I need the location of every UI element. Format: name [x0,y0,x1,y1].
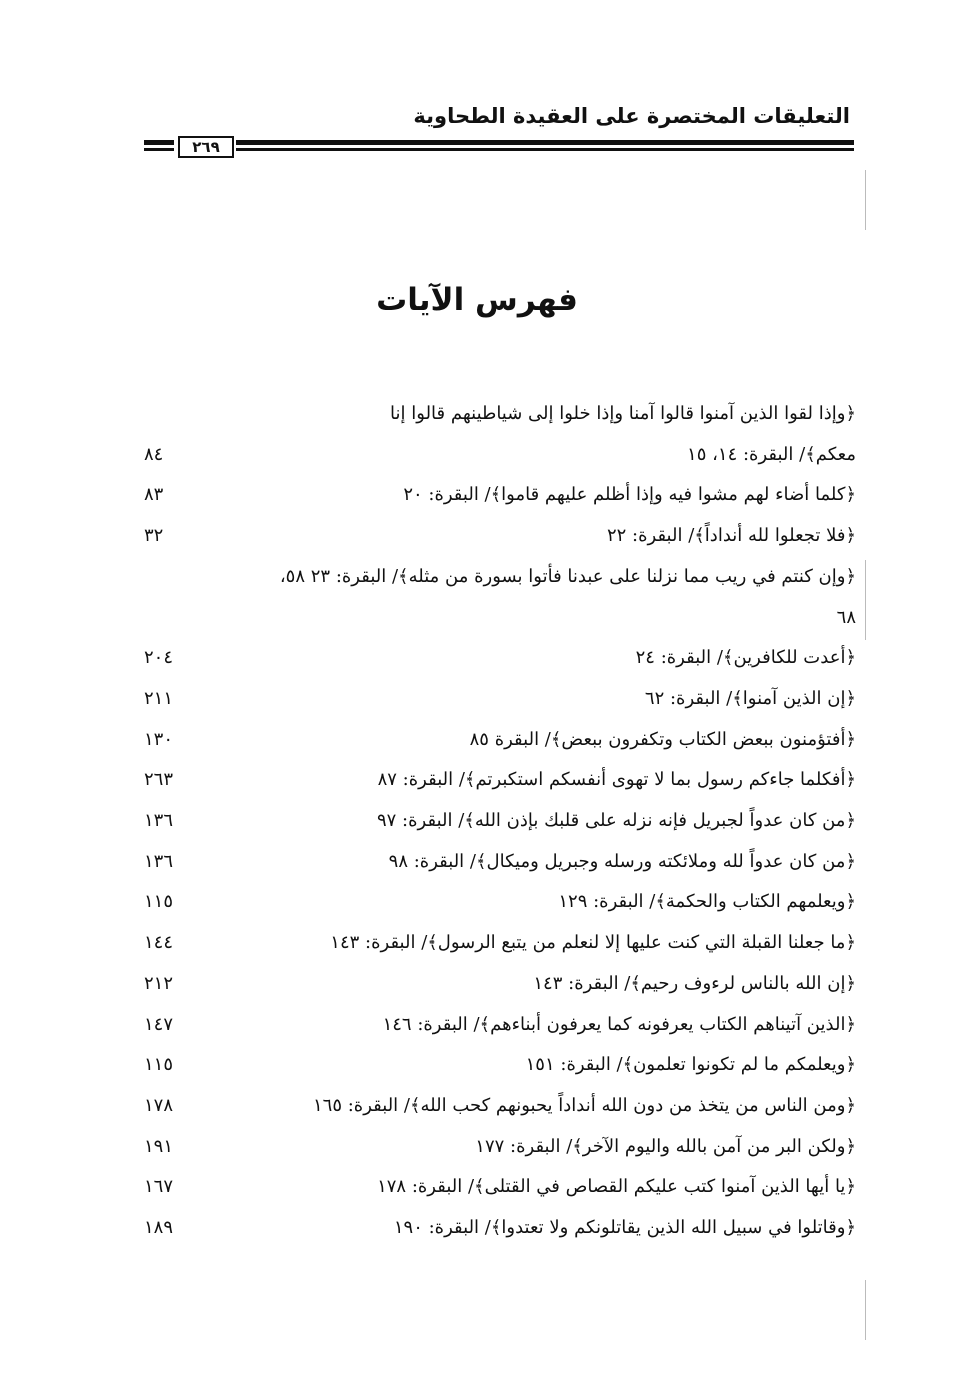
gutter-mark [865,170,866,230]
gutter-mark [865,560,866,640]
verse-text [144,923,856,964]
verse-text [144,964,856,1005]
verse-line: ﴿إن الله بالناس لرءوف رحيم﴾/ البقرة: ١٤٣ [533,972,856,994]
index-entry [144,842,856,883]
index-entry [144,1208,856,1249]
page-reference: ٣٢ [144,525,164,547]
verse-text [144,1045,856,1086]
verse-line: ﴿ولكن البر من آمن بالله واليوم الآخر﴾/ البقرة: ١٧٧ [475,1135,856,1157]
index-entry [144,394,856,475]
header-rule-short-thick [144,140,174,145]
page-title: فهرس الآيات [376,282,578,318]
page-reference: ٨٣ [144,484,164,506]
verse-line: ﴿أفتؤمنون ببعض الكتاب وتكفرون ببعض﴾/ البقرة ٨٥ [469,728,856,750]
page-reference: ٢١٢ [144,972,174,994]
header-rule-short-thin [144,148,174,151]
verse-line: ﴿كلما أضاء لهم مشوا فيه وإذا أظلم عليهم قاموا﴾/ البقرة: ٢٠ [403,484,856,506]
page-reference: ١٤٤ [144,932,174,954]
verse-text [144,1086,856,1127]
index-entry [144,516,856,557]
index-entry [144,1005,856,1046]
running-header-title: التعليقات المختصرة على العقيدة الطحاوية [413,104,850,128]
verse-text [144,557,856,638]
index-entry [144,1127,856,1168]
page-reference: ١٣٠ [144,728,174,750]
verse-text [144,394,856,475]
header-rule-long-thin [236,148,854,151]
verse-line: ﴿من كان عدواً لجبريل فإنه نزله على قلبك بإذن الله﴾/ البقرة: ٩٧ [376,810,856,832]
header-rule-long-thick [236,140,854,145]
verse-line: معكم﴾/ البقرة: ١٤، ١٥ [687,443,856,465]
verse-line: ﴿ما جعلنا القبلة التي كنت عليها إلا لنعلم من يتبع الرسول﴾/ البقرة: ١٤٣ [330,932,856,954]
verse-text [144,801,856,842]
verse-line: ﴿أعدت للكافرين﴾/ البقرة: ٢٤ [635,647,856,669]
verse-line: ﴿إن الذين آمنوا﴾/ البقرة: ٦٢ [644,687,856,709]
page-reference: ١٨٩ [144,1217,174,1239]
page-number-box: ٢٦٩ [178,136,234,158]
verse-text [144,720,856,761]
verse-line: ﴿يا أيها الذين آمنوا كتب عليكم القصاص في القتلى﴾/ البقرة: ١٧٨ [377,1176,856,1198]
verse-text [144,760,856,801]
page-reference: ١١٥ [144,1054,174,1076]
page-reference: ١٣٦ [144,850,174,872]
gutter-mark [865,1280,866,1340]
index-entry [144,638,856,679]
verse-line: ﴿وقاتلوا في سبيل الله الذين يقاتلونكم ولا تعتدوا﴾/ البقرة: ١٩٠ [393,1217,856,1239]
verse-line: ٦٨ [836,606,856,628]
verse-line: ﴿من كان عدواً لله وملائكته ورسله وجبريل وميكال﴾/ البقرة: ٩٨ [388,850,856,872]
page-reference: ١٧٨ [144,1094,174,1116]
index-entry [144,1086,856,1127]
verse-line: ﴿أفكلما جاءكم رسول بما لا تهوى أنفسكم استكبرتم﴾/ البقرة: ٨٧ [377,769,856,791]
verse-text [144,842,856,883]
verse-text [144,516,856,557]
verse-line: ﴿ومن الناس من يتخذ من دون الله أنداداً يحبونهم كحب الله﴾/ البقرة: ١٦٥ [313,1094,856,1116]
verse-line: ﴿فلا تجعلوا لله أنداداً﴾/ البقرة: ٢٢ [606,525,856,547]
index-entry [144,720,856,761]
verse-line: ﴿ويعلمكم ما لم تكونوا تعلمون﴾/ البقرة: ١٥١ [525,1054,856,1076]
page-reference: ٢٦٣ [144,769,174,791]
index-entry [144,475,856,516]
page-reference: ١٣٦ [144,810,174,832]
page-reference: ٢٠٤ [144,647,174,669]
page-reference: ٨٤ [144,443,164,465]
verse-text [144,882,856,923]
page-reference: ١٩١ [144,1135,174,1157]
header-rule [144,136,854,158]
index-entry [144,1045,856,1086]
verse-line: ﴿ويعلمهم الكتاب والحكمة﴾/ البقرة: ١٢٩ [558,891,856,913]
verse-text [144,1167,856,1208]
verse-line: ﴿وإن كنتم في ريب مما نزلنا على عبدنا فأتوا بسورة من مثله﴾/ البقرة: ٢٣ ٥٨، [279,565,856,587]
verse-line: ﴿الذين آتيناهم الكتاب يعرفونه كما يعرفون أبناءهم﴾/ البقرة: ١٤٦ [382,1013,856,1035]
verse-text [144,638,856,679]
verse-text [144,1127,856,1168]
page-reference: ١٤٧ [144,1013,174,1035]
index-entry [144,557,856,638]
verse-text [144,475,856,516]
verse-line: ﴿وإذا لقوا الذين آمنوا قالوا آمنا وإذا خلوا إلى شياطينهم قالوا إنا [390,403,856,424]
verse-text [144,679,856,720]
index-entry [144,964,856,1005]
verse-index-list [144,394,856,1249]
verse-text [144,1208,856,1249]
index-entry [144,801,856,842]
index-entry [144,882,856,923]
index-entry [144,1167,856,1208]
verse-text [144,1005,856,1046]
index-entry [144,760,856,801]
page-reference: ١٦٧ [144,1176,174,1198]
index-entry [144,923,856,964]
page-reference: ٢١١ [144,687,174,709]
index-entry [144,679,856,720]
page-reference: ١١٥ [144,891,174,913]
